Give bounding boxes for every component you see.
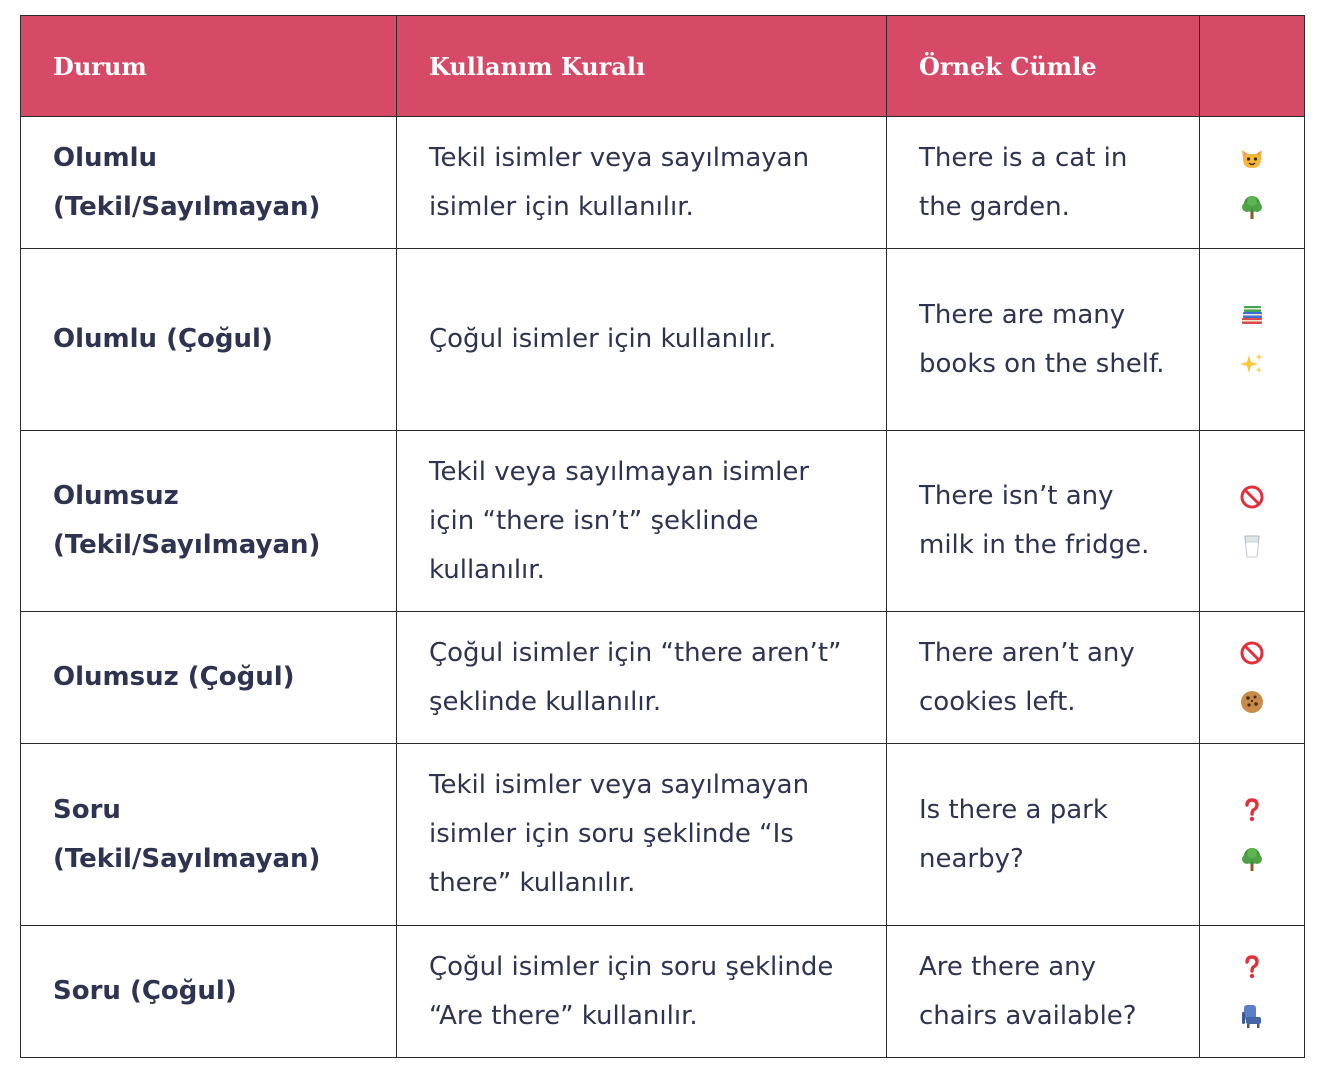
cell-ornek: There are many books on the shelf. [887, 249, 1200, 431]
table-row [21, 612, 1305, 744]
grammar-table [20, 15, 1305, 1058]
cell-kural: Çoğul isimler için soru şeklinde “Are there” kullanılır. [397, 926, 887, 1058]
cell-ornek: There aren’t any cookies left. [887, 612, 1200, 744]
cell-icons [1200, 612, 1305, 744]
cell-durum: Soru (Tekil/Sayılmayan) [21, 744, 397, 926]
cat-face-icon [1239, 145, 1265, 171]
seat-icon [1239, 1003, 1265, 1029]
cell-icons [1200, 249, 1305, 431]
cell-ornek: There isn’t any milk in the fridge. [887, 431, 1200, 612]
cell-icons [1200, 117, 1305, 249]
milk-glass-icon [1239, 533, 1265, 559]
tree-icon [1239, 194, 1265, 220]
header-row [21, 16, 1305, 117]
cell-icons [1200, 926, 1305, 1058]
cell-kural: Tekil isimler veya sayılmayan isimler için soru şeklinde “Is there” kullanılır. [397, 744, 887, 926]
cell-durum: Olumsuz (Çoğul) [21, 612, 397, 744]
cell-icons [1200, 744, 1305, 926]
header-ornek: Örnek Cümle [887, 16, 1200, 117]
cell-ornek: Is there a park nearby? [887, 744, 1200, 926]
prohibited-icon [1239, 640, 1265, 666]
cell-durum: Olumlu (Tekil/Sayılmayan) [21, 117, 397, 249]
cell-durum: Soru (Çoğul) [21, 926, 397, 1058]
cell-durum: Olumsuz (Tekil/Sayılmayan) [21, 431, 397, 612]
sparkles-icon [1239, 351, 1265, 377]
tree-icon [1239, 846, 1265, 872]
cell-kural: Çoğul isimler için “there aren’t” şeklinde kullanılır. [397, 612, 887, 744]
header-kural: Kullanım Kuralı [397, 16, 887, 117]
cell-ornek: Are there any chairs available? [887, 926, 1200, 1058]
header-durum: Durum [21, 16, 397, 117]
cookie-icon [1239, 689, 1265, 715]
table-row [21, 117, 1305, 249]
prohibited-icon [1239, 484, 1265, 510]
table-row [21, 431, 1305, 612]
cell-durum: Olumlu (Çoğul) [21, 249, 397, 431]
cell-icons [1200, 431, 1305, 612]
table-row [21, 744, 1305, 926]
question-mark-icon [1239, 954, 1265, 980]
cell-kural: Tekil isimler veya sayılmayan isimler için kullanılır. [397, 117, 887, 249]
header-icon [1200, 16, 1305, 117]
books-icon [1239, 302, 1265, 328]
table-row [21, 249, 1305, 431]
cell-kural: Çoğul isimler için kullanılır. [397, 249, 887, 431]
question-mark-icon [1239, 797, 1265, 823]
cell-kural: Tekil veya sayılmayan isimler için “there isn’t” şeklinde kullanılır. [397, 431, 887, 612]
cell-ornek: There is a cat in the garden. [887, 117, 1200, 249]
table-row [21, 926, 1305, 1058]
